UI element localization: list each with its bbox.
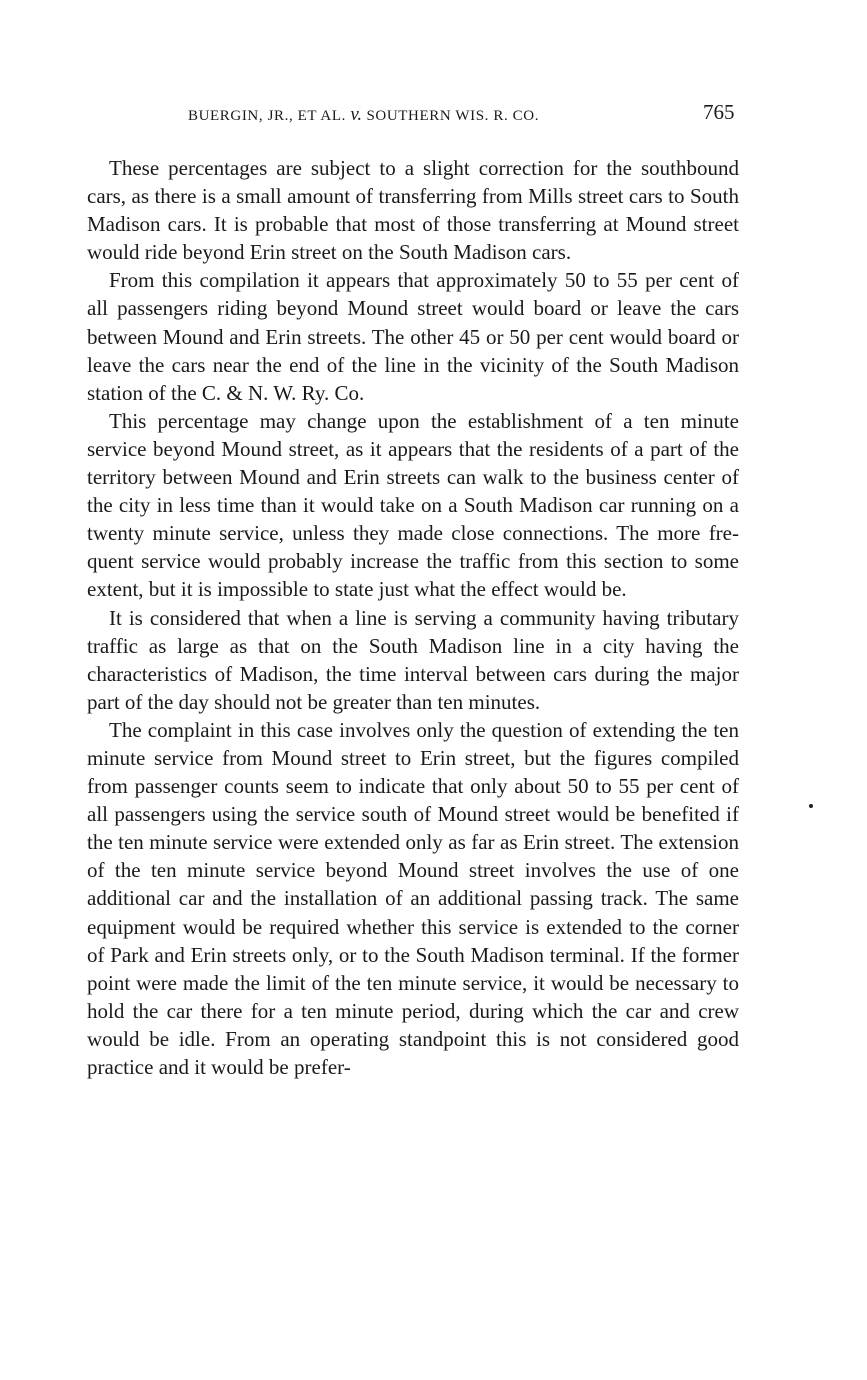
running-head-suffix: SOUTHERN WIS. R. CO. xyxy=(366,108,540,124)
paragraph: The complaint in this case involves only the question of extending the ten minute service from Mound street to Erin street, but the figures compiled from passenger counts seem to indicate that only about 50 to 55 per cent of all passengers using the service south of Mound street would be benefited if the ten minute service were extended only as far as Erin street. The extension of the ten minute service beyond Mound street involves the use of one additional car and the installation of an additional passing track. The same equipment would be required whether this service is extended to the corner of Park and Erin streets only, or to the South Madison terminal. If the former point were made the limit of the ten minute service, it would be necessary to hold the car there for a ten minute period, during which the car and crew would be idle. From an operating standpoint this is not considered good practice and it would be prefer- xyxy=(87,717,739,1079)
body-text xyxy=(87,154,739,1081)
print-speck xyxy=(809,804,813,808)
paragraph: These percentages are subject to a slight correction for the southbound cars, as there is a small amount of transferring from Mills street cars to South Madison cars. It is probable that most of those transferring at Mound street would ride beyond Erin street on the South Madison cars. xyxy=(87,156,739,265)
running-head xyxy=(188,104,642,126)
running-head-versus: v. xyxy=(350,104,363,125)
paragraph: This percentage may change upon the establishment of a ten minute service beyond Mound street, as it appears that the residents of a part of the territory between Mound and Erin streets can walk to the business center of the city in less time than it would take on a South Madison car running on a twenty minute service, unless they made close connections. The more frequent service would probably increase the traffic from this section to some extent, but it is impossible to state just what the effect would be. xyxy=(87,408,739,602)
paragraph: From this compilation it appears that approximately 50 to 55 per cent of all passengers riding beyond Mound street would board or leave the cars between Mound and Erin streets. The other 45 or 50 per cent would board or leave the cars near the end of the line in the vicinity of the South Madison station of the C. & N. W. Ry. Co. xyxy=(87,268,739,405)
running-head-prefix: BUERGIN, JR., ET AL. xyxy=(188,108,346,124)
paragraph: It is considered that when a line is serving a community having tributary traffic as large as that on the South Madison line in a city having the characteristics of Madison, the time interval between cars during the major part of the day should not be greater than ten minutes. xyxy=(87,605,739,714)
page-number: 765 xyxy=(703,100,735,124)
